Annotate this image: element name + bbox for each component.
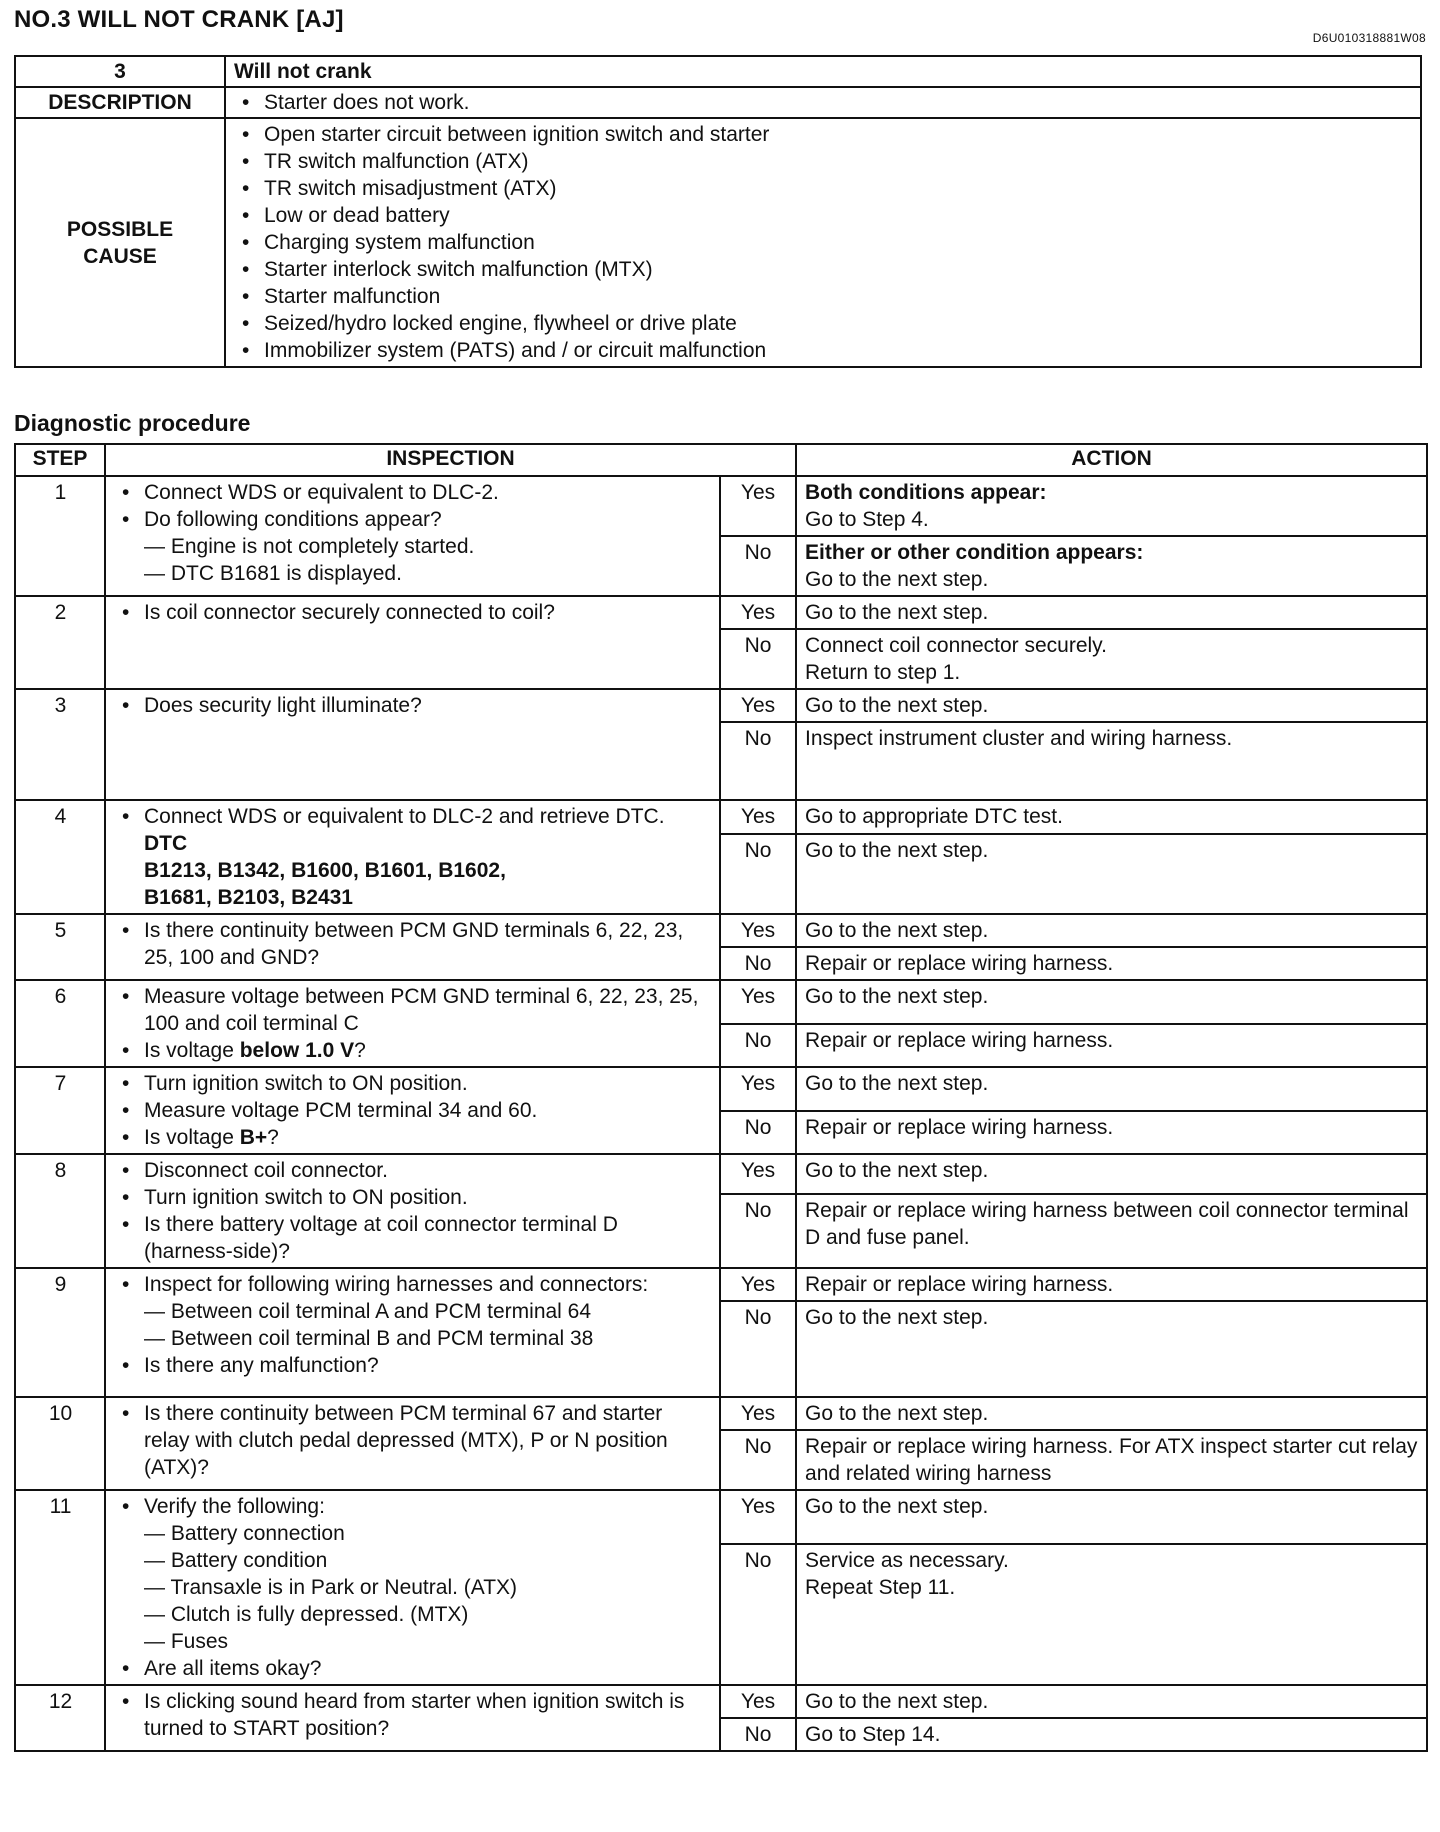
inspection-item bbox=[114, 1097, 712, 1124]
inspection-item bbox=[114, 1493, 712, 1520]
inspection-emphasis: B+ bbox=[239, 1126, 268, 1149]
symptom-header-row bbox=[15, 56, 1421, 87]
step-row bbox=[15, 1067, 1427, 1111]
inspection-item bbox=[114, 506, 712, 533]
yes-action-text: Go to appropriate DTC test. bbox=[805, 805, 1063, 828]
inspection-item bbox=[114, 1070, 712, 1097]
step-row bbox=[15, 596, 1427, 629]
no-label: No bbox=[720, 1544, 796, 1685]
symptom-table bbox=[14, 55, 1422, 368]
no-action-text: Go to the next step. bbox=[805, 1306, 989, 1329]
step-inspection bbox=[105, 1154, 720, 1268]
step-row bbox=[15, 689, 1427, 722]
yes-label: Yes bbox=[720, 1268, 796, 1301]
no-action bbox=[796, 1024, 1427, 1068]
diagnostic-steps bbox=[15, 476, 1427, 1751]
possible-cause-item: • TR switch misadjustment (ATX) bbox=[234, 175, 1412, 202]
no-action bbox=[796, 536, 1427, 596]
inspection-bullet: • Connect WDS or equivalent to DLC-2. bbox=[114, 479, 712, 506]
inspection-item bbox=[114, 1271, 712, 1298]
inspection-text: Is voltage bbox=[144, 1039, 240, 1062]
inspection-subitem: — Clutch is fully depressed. (MTX) bbox=[144, 1603, 469, 1626]
yes-label: Yes bbox=[720, 1154, 796, 1194]
no-action-text: Return to step 1. bbox=[805, 661, 961, 684]
inspection-bullet: • Measure voltage PCM terminal 34 and 60. bbox=[114, 1097, 712, 1124]
possible-cause-item: • Starter malfunction bbox=[234, 283, 1412, 310]
step-inspection bbox=[105, 476, 720, 596]
inspection-item bbox=[114, 1211, 712, 1265]
yes-action-text: Go to the next step. bbox=[805, 1159, 989, 1182]
no-label: No bbox=[720, 1430, 796, 1490]
yes-action-text: Go to the next step. bbox=[805, 1072, 989, 1095]
diagnostic-procedure-title: Diagnostic procedure bbox=[14, 410, 251, 436]
yes-action bbox=[796, 800, 1427, 834]
yes-action bbox=[796, 689, 1427, 722]
inspection-bullet: • Do following conditions appear? bbox=[114, 506, 712, 533]
yes-label: Yes bbox=[720, 800, 796, 834]
inspection-item bbox=[114, 1400, 712, 1481]
inspection-bullet: • Turn ignition switch to ON position. bbox=[114, 1184, 712, 1211]
inspection-item bbox=[114, 692, 712, 719]
no-action bbox=[796, 1194, 1427, 1268]
step-row bbox=[15, 1268, 1427, 1301]
description-text: • Starter does not work. bbox=[234, 89, 1412, 116]
no-action-text: Repair or replace wiring harness between coil connector terminal D and fuse panel. bbox=[805, 1199, 1409, 1250]
yes-label: Yes bbox=[720, 980, 796, 1024]
inspection-text: Is voltage bbox=[144, 1126, 240, 1149]
no-label: No bbox=[720, 947, 796, 980]
no-action bbox=[796, 947, 1427, 980]
no-action-text: Repair or replace wiring harness. bbox=[805, 1028, 1114, 1052]
yes-action-text: Go to the next step. bbox=[805, 919, 989, 942]
no-action bbox=[796, 629, 1427, 689]
inspection-subitem: — Transaxle is in Park or Neutral. (ATX) bbox=[144, 1576, 518, 1599]
no-action bbox=[796, 1544, 1427, 1685]
yes-label: Yes bbox=[720, 1067, 796, 1111]
description-cell bbox=[225, 87, 1421, 118]
step-inspection bbox=[105, 596, 720, 689]
yes-label: Yes bbox=[720, 596, 796, 629]
no-label: No bbox=[720, 1024, 796, 1068]
step-inspection bbox=[105, 1685, 720, 1751]
possible-cause-item: • TR switch malfunction (ATX) bbox=[234, 148, 1412, 175]
inspection-subitem: — DTC B1681 is displayed. bbox=[144, 562, 402, 585]
step-number: 1 bbox=[15, 476, 105, 596]
yes-label: Yes bbox=[720, 914, 796, 947]
yes-action bbox=[796, 980, 1427, 1024]
inspection-subitem: — Battery connection bbox=[144, 1522, 345, 1545]
step-number: 8 bbox=[15, 1154, 105, 1268]
no-action-text: Repair or replace wiring harness. bbox=[805, 1115, 1114, 1139]
symptom-number: 3 bbox=[15, 56, 225, 87]
step-row bbox=[15, 1490, 1427, 1544]
inspection-subitem: — Between coil terminal A and PCM terminal 64 bbox=[144, 1300, 592, 1323]
step-inspection bbox=[105, 1268, 720, 1397]
possible-cause-item: • Charging system malfunction bbox=[234, 229, 1412, 256]
no-action-text: Repair or replace wiring harness. For ATX inspect starter cut relay and related wiring harness bbox=[805, 1435, 1418, 1485]
possible-cause-item: • Starter interlock switch malfunction (MTX) bbox=[234, 256, 1412, 283]
inspection-bullet bbox=[114, 1037, 712, 1064]
yes-action-text: Go to Step 4. bbox=[805, 508, 929, 531]
yes-action-text: Go to the next step. bbox=[805, 1495, 989, 1518]
inspection-bullet: • Is there continuity between PCM terminal 67 and starter relay with clutch pedal depressed (MTX), P or N position (ATX)? bbox=[114, 1400, 712, 1481]
yes-action bbox=[796, 1490, 1427, 1544]
inspection-subitem: — Battery condition bbox=[144, 1549, 328, 1572]
step-number: 9 bbox=[15, 1268, 105, 1397]
inspection-text: ? bbox=[354, 1039, 366, 1062]
step-number: 12 bbox=[15, 1685, 105, 1751]
yes-action-text: Go to the next step. bbox=[805, 1402, 989, 1425]
description-label: DESCRIPTION bbox=[15, 87, 225, 118]
yes-action-text: Go to the next step. bbox=[805, 985, 989, 1008]
step-column-header: STEP bbox=[15, 444, 105, 476]
inspection-item bbox=[114, 1157, 712, 1184]
step-row bbox=[15, 800, 1427, 834]
inspection-bullet: • Disconnect coil connector. bbox=[114, 1157, 712, 1184]
inspection-subitem: — Engine is not completely started. bbox=[144, 535, 475, 558]
yes-action-condition: Both conditions appear: bbox=[805, 481, 1047, 504]
no-action-text: Go to the next step. bbox=[805, 839, 989, 862]
no-action bbox=[796, 1718, 1427, 1751]
inspection-bullet: • Measure voltage between PCM GND terminal 6, 22, 23, 25, 100 and coil terminal C bbox=[114, 983, 712, 1037]
possible-cause-label bbox=[15, 118, 225, 367]
possible-cause-row bbox=[15, 118, 1421, 367]
yes-action-text: Repair or replace wiring harness. bbox=[805, 1273, 1114, 1296]
step-inspection bbox=[105, 689, 720, 800]
step-row bbox=[15, 914, 1427, 947]
action-column-header: ACTION bbox=[796, 444, 1427, 476]
inspection-item bbox=[114, 1184, 712, 1211]
inspection-bullet bbox=[114, 1124, 712, 1151]
yes-action bbox=[796, 1154, 1427, 1194]
inspection-bullet: • Verify the following: bbox=[114, 1493, 712, 1520]
inspection-subitem: — Fuses bbox=[144, 1630, 229, 1653]
yes-action bbox=[796, 1067, 1427, 1111]
no-action-text: Inspect instrument cluster and wiring harness. bbox=[805, 727, 1233, 750]
step-row bbox=[15, 1397, 1427, 1430]
inspection-bullet: • Inspect for following wiring harnesses and connectors: bbox=[114, 1271, 712, 1298]
no-action bbox=[796, 1111, 1427, 1155]
step-row bbox=[15, 1154, 1427, 1194]
step-number: 4 bbox=[15, 800, 105, 914]
inspection-subitem: — Between coil terminal B and PCM terminal 38 bbox=[144, 1327, 594, 1350]
inspection-bullet: • Is there continuity between PCM GND terminals 6, 22, 23, 25, 100 and GND? bbox=[114, 917, 712, 971]
inspection-dtc-code: DTC bbox=[144, 832, 188, 855]
diagnostic-procedure-table bbox=[14, 443, 1428, 1752]
no-action bbox=[796, 1301, 1427, 1397]
no-action-text: Go to the next step. bbox=[805, 568, 989, 591]
page-title: NO.3 WILL NOT CRANK [AJ] bbox=[14, 6, 344, 33]
yes-action-text: Go to the next step. bbox=[805, 601, 989, 624]
possible-cause-item: • Seized/hydro locked engine, flywheel or drive plate bbox=[234, 310, 1412, 337]
step-number: 10 bbox=[15, 1397, 105, 1490]
step-inspection bbox=[105, 914, 720, 980]
yes-label: Yes bbox=[720, 689, 796, 722]
inspection-bullet: • Is coil connector securely connected to coil? bbox=[114, 599, 712, 626]
possible-cause-item: • Low or dead battery bbox=[234, 202, 1412, 229]
step-number: 3 bbox=[15, 689, 105, 800]
no-label: No bbox=[720, 1194, 796, 1268]
inspection-item bbox=[114, 983, 712, 1037]
inspection-bullet: • Are all items okay? bbox=[114, 1655, 712, 1682]
step-inspection bbox=[105, 1397, 720, 1490]
inspection-item bbox=[114, 1655, 712, 1682]
step-number: 11 bbox=[15, 1490, 105, 1685]
document-id: D6U010318881W08 bbox=[1312, 31, 1426, 45]
inspection-item bbox=[114, 803, 712, 830]
yes-label: Yes bbox=[720, 1397, 796, 1430]
possible-cause-list bbox=[234, 121, 1412, 364]
inspection-bullet: • Does security light illuminate? bbox=[114, 692, 712, 719]
inspection-dtc-code: B1213, B1342, B1600, B1601, B1602, bbox=[144, 859, 506, 882]
no-label: No bbox=[720, 1301, 796, 1397]
inspection-item bbox=[114, 1688, 712, 1742]
yes-label: Yes bbox=[720, 1685, 796, 1718]
inspection-bullet: • Is there any malfunction? bbox=[114, 1352, 712, 1379]
possible-cause-item: • Open starter circuit between ignition switch and starter bbox=[234, 121, 1412, 148]
no-label: No bbox=[720, 1718, 796, 1751]
description-row bbox=[15, 87, 1421, 118]
inspection-column-header: INSPECTION bbox=[105, 444, 796, 476]
possible-cause-list-cell bbox=[225, 118, 1421, 367]
inspection-item bbox=[114, 1037, 712, 1064]
no-action-text: Connect coil connector securely. bbox=[805, 634, 1107, 657]
inspection-bullet: • Is clicking sound heard from starter when ignition switch is turned to START position? bbox=[114, 1688, 712, 1742]
no-label: No bbox=[720, 834, 796, 914]
step-inspection bbox=[105, 800, 720, 914]
no-label: No bbox=[720, 1111, 796, 1155]
yes-action bbox=[796, 1397, 1427, 1430]
step-inspection bbox=[105, 1067, 720, 1154]
yes-action bbox=[796, 596, 1427, 629]
inspection-bullet: • Turn ignition switch to ON position. bbox=[114, 1070, 712, 1097]
possible-cause-item: • Immobilizer system (PATS) and / or circuit malfunction bbox=[234, 337, 1412, 364]
inspection-bullet: • Is there battery voltage at coil connector terminal D (harness-side)? bbox=[114, 1211, 712, 1265]
inspection-item bbox=[114, 599, 712, 626]
no-action bbox=[796, 722, 1427, 800]
inspection-bullet: • Connect WDS or equivalent to DLC-2 and retrieve DTC. bbox=[114, 803, 712, 830]
no-action bbox=[796, 834, 1427, 914]
no-action bbox=[796, 1430, 1427, 1490]
inspection-item bbox=[114, 1352, 712, 1379]
yes-action-text: Go to the next step. bbox=[805, 694, 989, 717]
no-label: No bbox=[720, 536, 796, 596]
inspection-item bbox=[114, 917, 712, 971]
no-action-text: Service as necessary. bbox=[805, 1549, 1009, 1572]
yes-action bbox=[796, 1268, 1427, 1301]
yes-action bbox=[796, 914, 1427, 947]
no-action-text: Repair or replace wiring harness. bbox=[805, 952, 1114, 975]
yes-action bbox=[796, 476, 1427, 536]
yes-label: Yes bbox=[720, 1490, 796, 1544]
no-label: No bbox=[720, 722, 796, 800]
yes-action-text: Go to the next step. bbox=[805, 1690, 989, 1713]
step-number: 5 bbox=[15, 914, 105, 980]
diagnostic-header-row bbox=[15, 444, 1427, 476]
cause-label-line: CAUSE bbox=[83, 244, 157, 268]
inspection-dtc-code: B1681, B2103, B2431 bbox=[144, 886, 353, 909]
no-label: No bbox=[720, 629, 796, 689]
yes-action bbox=[796, 1685, 1427, 1718]
step-number: 6 bbox=[15, 980, 105, 1067]
inspection-text: ? bbox=[267, 1126, 279, 1149]
step-row bbox=[15, 1685, 1427, 1718]
step-number: 2 bbox=[15, 596, 105, 689]
no-action-text: Go to Step 14. bbox=[805, 1723, 941, 1746]
inspection-item bbox=[114, 1124, 712, 1151]
symptom-name: Will not crank bbox=[225, 56, 1421, 87]
step-number: 7 bbox=[15, 1067, 105, 1154]
step-inspection bbox=[105, 980, 720, 1067]
step-inspection bbox=[105, 1490, 720, 1685]
inspection-item bbox=[114, 479, 712, 506]
no-action-text: Repeat Step 11. bbox=[805, 1576, 956, 1599]
yes-label: Yes bbox=[720, 476, 796, 536]
no-action-condition: Either or other condition appears: bbox=[805, 541, 1144, 564]
step-row bbox=[15, 980, 1427, 1024]
inspection-emphasis: below 1.0 V bbox=[239, 1039, 355, 1062]
step-row bbox=[15, 476, 1427, 536]
cause-label-line: POSSIBLE bbox=[66, 217, 174, 241]
